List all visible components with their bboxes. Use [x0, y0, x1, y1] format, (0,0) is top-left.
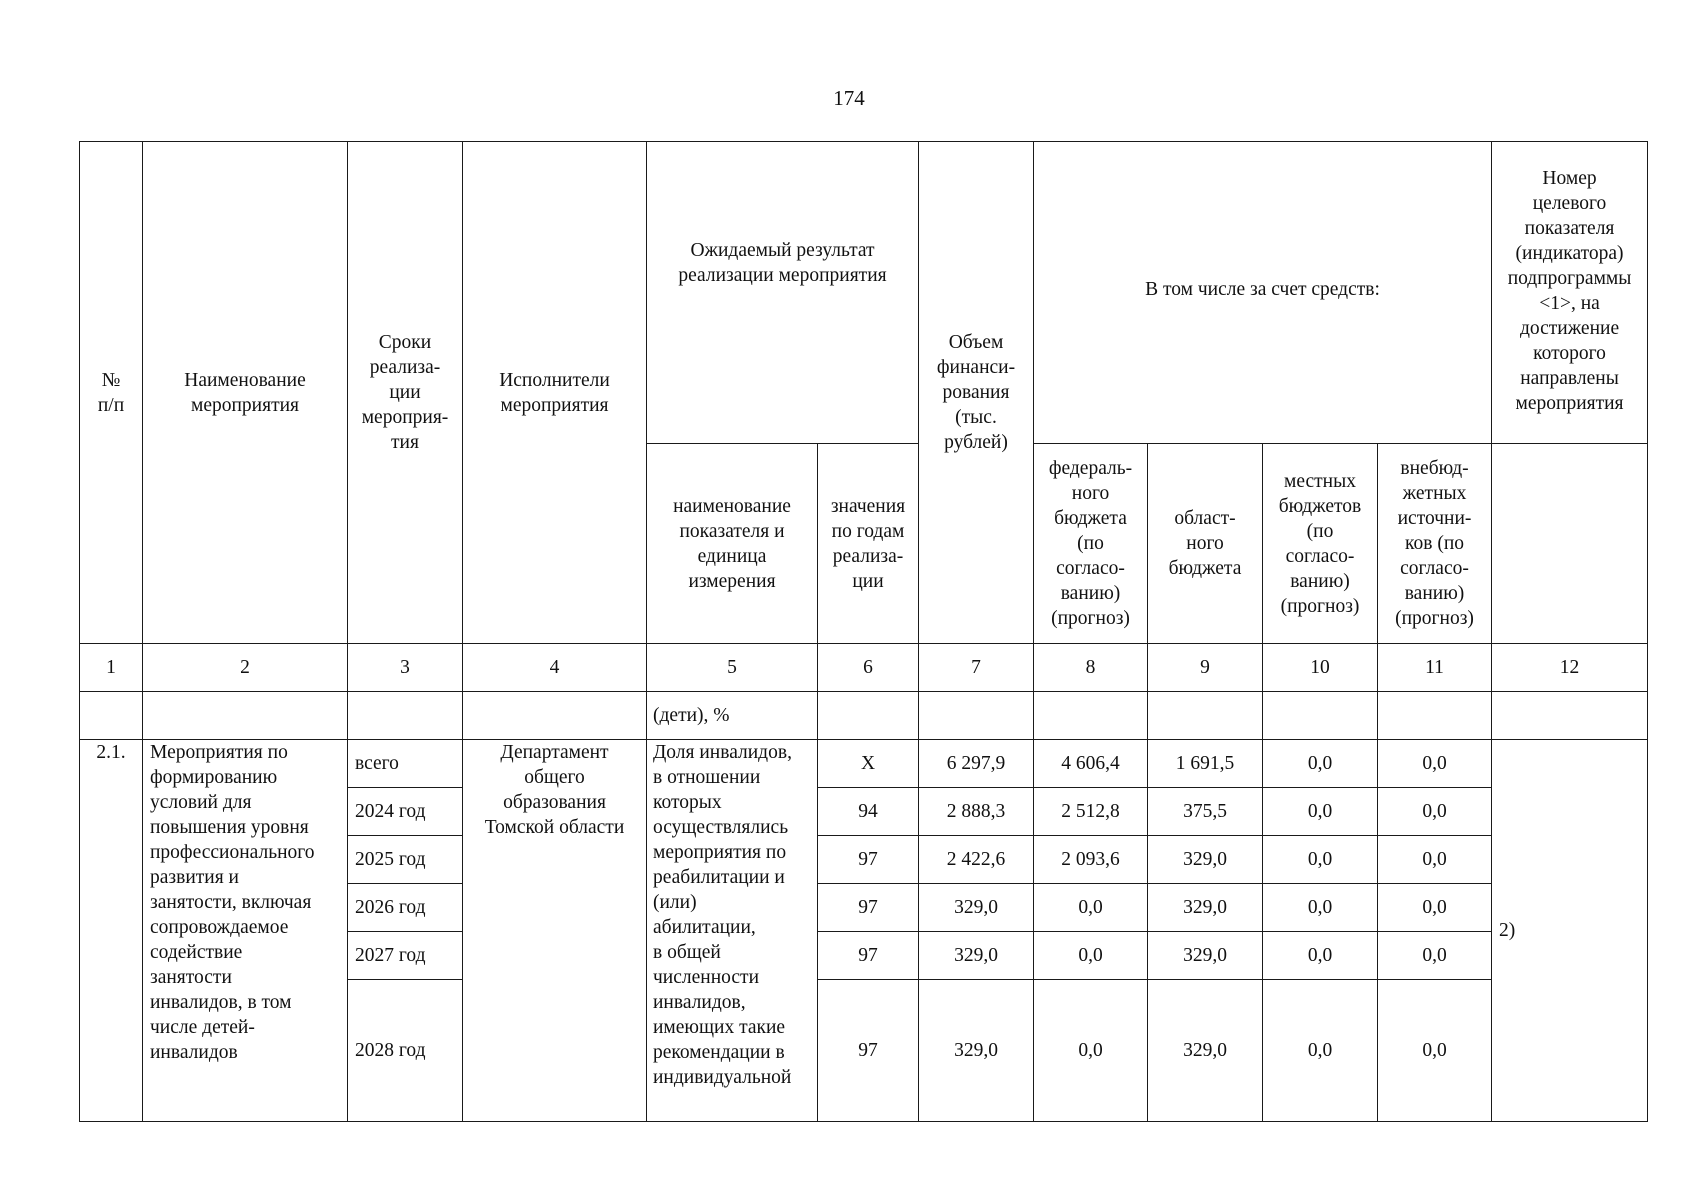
volume-value: 329,0	[919, 884, 1034, 932]
federal-value: 2 093,6	[1034, 836, 1148, 884]
period: 2025 год	[348, 836, 463, 884]
empty-cell	[1148, 692, 1263, 740]
continued-unit: (дети), %	[647, 692, 818, 740]
header-no: № п/п	[80, 142, 143, 644]
empty-cell	[463, 692, 647, 740]
header-volume: Объем финанси- рования (тыс. рублей)	[919, 142, 1034, 644]
item-number: 2.1.	[80, 740, 143, 1122]
local-value: 0,0	[1263, 980, 1378, 1122]
column-number: 12	[1492, 644, 1648, 692]
column-number: 8	[1034, 644, 1148, 692]
volume-value: 329,0	[919, 980, 1034, 1122]
column-number: 5	[647, 644, 818, 692]
local-value: 0,0	[1263, 932, 1378, 980]
federal-value: 4 606,4	[1034, 740, 1148, 788]
column-number: 11	[1378, 644, 1492, 692]
header-federal-budget: федераль- ного бюджета (по согласо- ванию) (прогноз)	[1034, 444, 1148, 644]
federal-value: 0,0	[1034, 980, 1148, 1122]
empty-cell	[1492, 692, 1648, 740]
item-name: Мероприятия по формированию условий для повышения уровня профессионального развития и занятости, включая сопровождаемое содействие занятости инвалидов, в том числе детей- инвалидов	[143, 740, 348, 1122]
regional-value: 329,0	[1148, 884, 1263, 932]
regional-value: 329,0	[1148, 980, 1263, 1122]
empty-cell	[1263, 692, 1378, 740]
offbudget-value: 0,0	[1378, 788, 1492, 836]
regional-value: 1 691,5	[1148, 740, 1263, 788]
column-number: 2	[143, 644, 348, 692]
local-value: 0,0	[1263, 836, 1378, 884]
header-offbudget-sources: внебюд- жетных источни- ков (по согласо- ванию) (прогноз)	[1378, 444, 1492, 644]
period: 2027 год	[348, 932, 463, 980]
header-local-budgets: местных бюджетов (по согласо- ванию) (прогноз)	[1263, 444, 1378, 644]
column-number: 6	[818, 644, 919, 692]
header-expected-result: Ожидаемый результат реализации мероприятия	[647, 142, 919, 444]
regional-value: 375,5	[1148, 788, 1263, 836]
indicator-value: X	[818, 740, 919, 788]
column-number: 10	[1263, 644, 1378, 692]
local-value: 0,0	[1263, 740, 1378, 788]
header-target-empty	[1492, 444, 1648, 644]
header-regional-budget: област- ного бюджета	[1148, 444, 1263, 644]
empty-cell	[919, 692, 1034, 740]
empty-cell	[818, 692, 919, 740]
column-number: 9	[1148, 644, 1263, 692]
local-value: 0,0	[1263, 788, 1378, 836]
volume-value: 2 888,3	[919, 788, 1034, 836]
header-name: Наименование мероприятия	[143, 142, 348, 644]
item-executor: Департамент общего образования Томской области	[463, 740, 647, 1122]
column-number: 4	[463, 644, 647, 692]
program-activities-table	[79, 141, 1648, 1122]
column-number: 3	[348, 644, 463, 692]
period: всего	[348, 740, 463, 788]
offbudget-value: 0,0	[1378, 836, 1492, 884]
volume-value: 6 297,9	[919, 740, 1034, 788]
empty-cell	[80, 692, 143, 740]
empty-cell	[348, 692, 463, 740]
indicator-value: 94	[818, 788, 919, 836]
period: 2026 год	[348, 884, 463, 932]
offbudget-value: 0,0	[1378, 932, 1492, 980]
column-number: 7	[919, 644, 1034, 692]
header-indicator-name: наименование показателя и единица измерения	[647, 444, 818, 644]
empty-cell	[143, 692, 348, 740]
indicator-value: 97	[818, 980, 919, 1122]
regional-value: 329,0	[1148, 932, 1263, 980]
column-number: 1	[80, 644, 143, 692]
period: 2028 год	[348, 980, 463, 1122]
page-number: 174	[833, 86, 865, 110]
offbudget-value: 0,0	[1378, 980, 1492, 1122]
header-target-indicator: Номер целевого показателя (индикатора) подпрограммы <1>, на достижение которого направлены мероприятия	[1492, 142, 1648, 444]
header-including: В том числе за счет средств:	[1034, 142, 1492, 444]
period: 2024 год	[348, 788, 463, 836]
header-terms: Сроки реализа- ции мероприя- тия	[348, 142, 463, 644]
volume-value: 329,0	[919, 932, 1034, 980]
offbudget-value: 0,0	[1378, 884, 1492, 932]
indicator-value: 97	[818, 836, 919, 884]
header-executors: Исполнители мероприятия	[463, 142, 647, 644]
federal-value: 0,0	[1034, 932, 1148, 980]
header-indicator-values: значения по годам реализа- ции	[818, 444, 919, 644]
federal-value: 2 512,8	[1034, 788, 1148, 836]
local-value: 0,0	[1263, 884, 1378, 932]
item-indicator: Доля инвалидов, в отношении которых осуществлялись мероприятия по реабилитации и (или) абилитации, в общей численности инвалидов, имеющих такие рекомендации в индивидуальной	[647, 740, 818, 1122]
offbudget-value: 0,0	[1378, 740, 1492, 788]
item-target: 2)	[1492, 740, 1648, 1122]
indicator-value: 97	[818, 932, 919, 980]
volume-value: 2 422,6	[919, 836, 1034, 884]
empty-cell	[1034, 692, 1148, 740]
federal-value: 0,0	[1034, 884, 1148, 932]
indicator-value: 97	[818, 884, 919, 932]
table-row	[80, 740, 1648, 788]
regional-value: 329,0	[1148, 836, 1263, 884]
empty-cell	[1378, 692, 1492, 740]
